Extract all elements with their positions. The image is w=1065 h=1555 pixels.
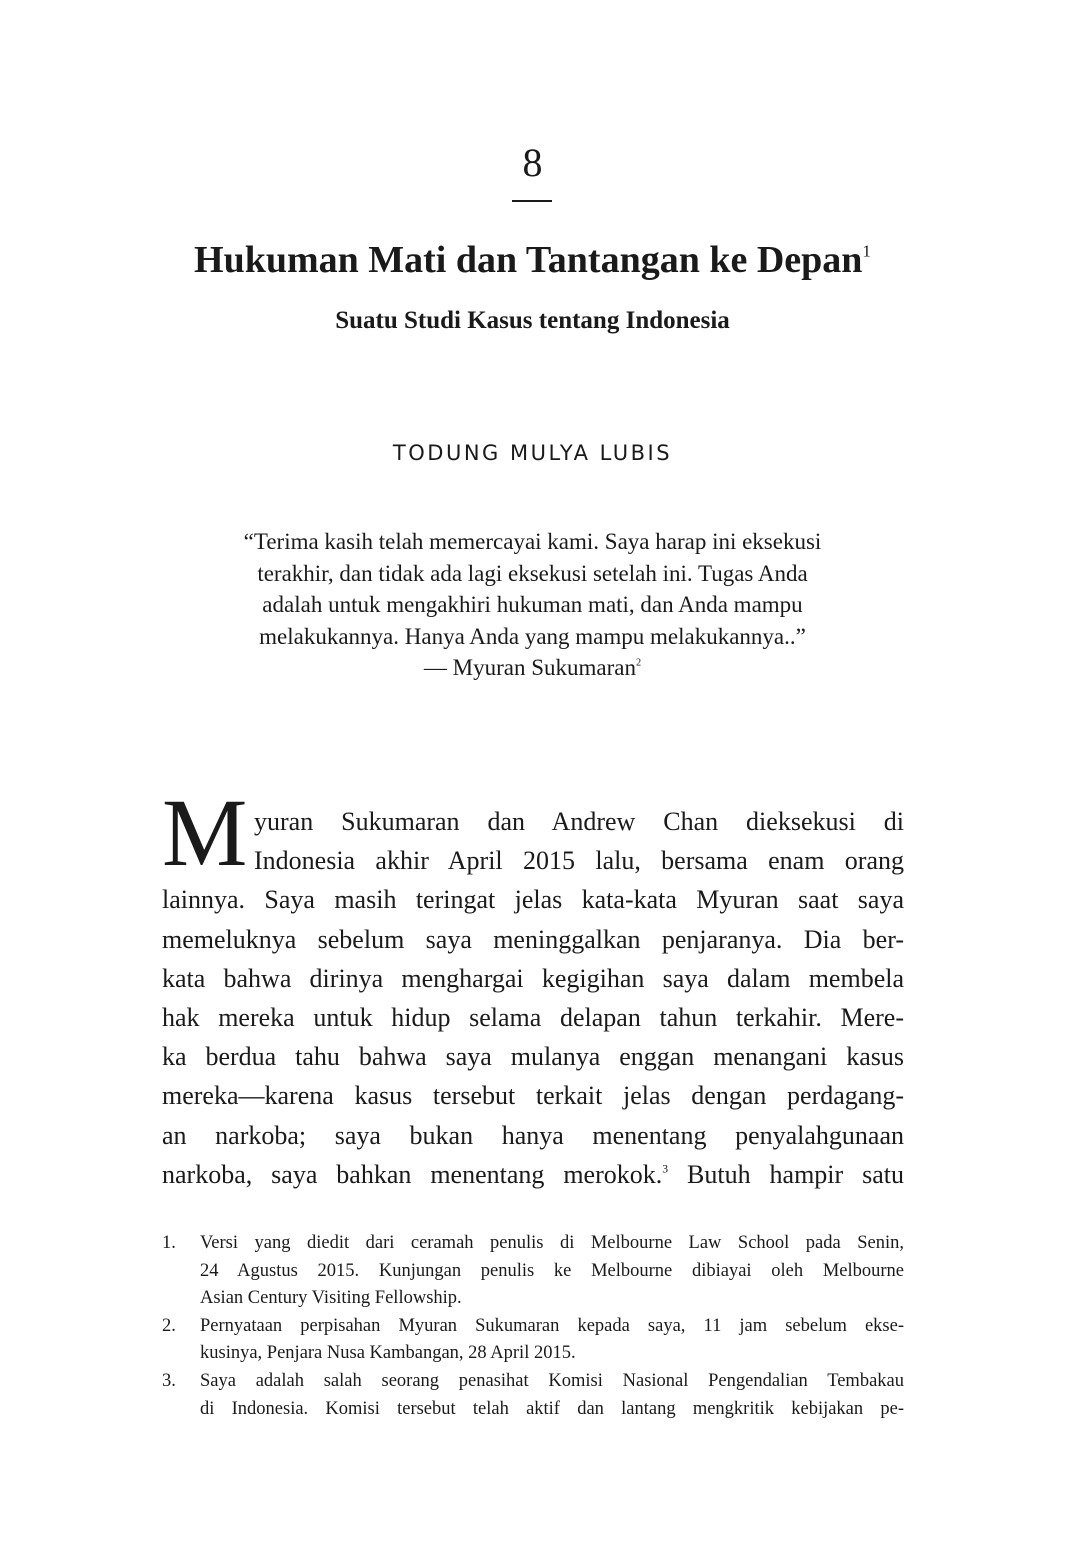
epigraph-line: terakhir, dan tidak ada lagi eksekusi setelah ini. Tugas Anda (257, 560, 808, 586)
drop-cap: M (162, 779, 248, 886)
epigraph (170, 526, 895, 684)
footnotes (162, 1230, 904, 1423)
footnote-line: Versi yang diedit dari ceramah penulis di Melbourne Law School pada Senin, (200, 1233, 904, 1253)
footnote-ref-3: 3 (662, 1162, 669, 1176)
epigraph-line: melakukannya. Hanya Anda yang mampu melakukannya..” (259, 623, 806, 649)
body-line: Indonesia akhir April 2015 lalu, bersama enam orang (254, 846, 904, 876)
body-line-last (162, 1155, 904, 1194)
body-line: an narkoba; saya bukan hanya menentang penyalahgunaan (162, 1120, 904, 1150)
footnote-3 (162, 1368, 904, 1423)
body-line: yuran Sukumaran dan Andrew Chan dieksekusi di (254, 807, 904, 836)
body-paragraph (162, 802, 904, 1194)
footnote-line: Pernyataan perpisahan Myuran Sukumaran kepada saya, 11 jam sebelum ekse- (200, 1315, 904, 1336)
footnote-line: 24 Agustus 2015. Kunjungan penulis ke Melbourne dibiayai oleh Melbourne (200, 1260, 904, 1281)
body-line: ka berdua tahu bahwa saya mulanya enggan menangani kasus (162, 1042, 904, 1072)
footnote-line: di Indonesia. Komisi tersebut telah aktif dan lantang mengkritik kebijakan pe- (200, 1398, 904, 1419)
chapter-subtitle: Suatu Studi Kasus tentang Indonesia (335, 307, 730, 334)
footnote-1 (162, 1230, 904, 1313)
footnote-2 (162, 1313, 904, 1368)
chapter-title-text: Hukuman Mati dan Tantangan ke Depan (194, 239, 863, 281)
footnote-line: kusinya, Penjara Nusa Kambangan, 28 April 2015. (200, 1343, 576, 1364)
body-line: lainnya. Saya masih teringat jelas kata-kata Myuran saat saya (162, 885, 904, 915)
footnote-ref-2: 2 (635, 657, 642, 669)
author-name: TODUNG MULYA LUBIS (392, 441, 673, 465)
footnote-line: Asian Century Visiting Fellowship. (200, 1288, 462, 1309)
footnote-number: 2. (162, 1315, 176, 1336)
body-line: mereka—karena kasus tersebut terkait jelas dengan perdagang- (162, 1081, 904, 1111)
epigraph-attribution (170, 652, 895, 684)
footnote-number: 3. (162, 1370, 176, 1391)
epigraph-line: “Terima kasih telah memercayai kami. Saya harap ini eksekusi (243, 529, 822, 554)
body-line-last-end: Butuh hampir satu (668, 1159, 904, 1189)
footnote-number: 1. (162, 1233, 176, 1253)
chapter-divider (512, 200, 552, 202)
body-line-last-start: narkoba, saya bahkan menentang merokok. (162, 1159, 663, 1189)
epigraph-line: adalah untuk mengakhiri hukuman mati, dan Anda mampu (262, 592, 803, 617)
epigraph-attribution-text: — Myuran Sukumaran (423, 655, 636, 680)
body-line: memeluknya sebelum saya meninggalkan penjaranya. Dia ber- (162, 924, 904, 954)
footnote-line: Saya adalah salah seorang penasihat Komisi Nasional Pengendalian Tembakau (200, 1370, 904, 1391)
footnote-ref-1: 1 (862, 241, 871, 261)
chapter-number: 8 (522, 140, 543, 185)
body-line: kata bahwa dirinya menghargai kegigihan saya dalam membela (162, 963, 904, 993)
chapter-title (0, 236, 1065, 284)
body-line: hak mereka untuk hidup selama delapan tahun terkahir. Mere- (162, 1002, 904, 1032)
